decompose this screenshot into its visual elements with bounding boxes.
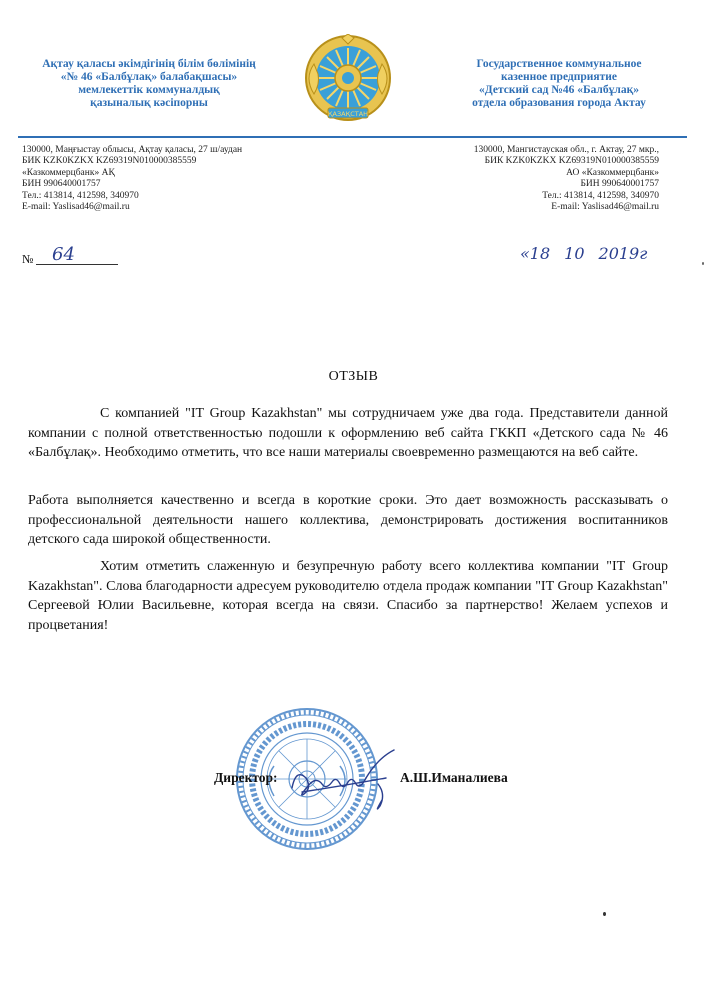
address-left-line: Тел.: 413814, 412598, 340970 [22,190,139,201]
date-day: «18 [520,244,551,263]
ref-number-label: № [22,252,34,266]
header-left-kazakh [18,58,280,110]
address-block-left [22,145,242,213]
date-year: 2019г [598,244,648,263]
header-right-line-4: отдела образования города Актау [472,97,646,109]
date-month: 10 [564,244,585,263]
header-right-russian [425,58,693,110]
address-left-line: БИН 990640001757 [22,179,101,190]
header-left-line-1: Ақтау қаласы әкімдігінің білім бөлімінің [42,58,256,70]
handwritten-signature-icon [282,748,412,818]
ref-number-underline [36,264,118,265]
address-left-email: E-mail: Yaslisad46@mail.ru [22,202,130,213]
signature-label: Директор: [214,770,278,785]
address-left-line: 130000, Маңғыстау облысы, Ақтау қаласы, 27 ш/аудан [22,145,243,155]
header-left-line-3: мемлекеттік коммуналдық [78,84,220,96]
state-emblem-icon [300,34,396,126]
header-left-line-2: «№ 46 «Балбұлақ» балабақшасы» [60,71,238,83]
header-right-line-1: Государственное коммунальное [476,58,642,70]
header-divider [18,136,687,138]
svg-text:ҚАЗАҚСТАН: ҚАЗАҚСТАН [327,110,369,118]
address-right-line: Тел.: 413814, 412598, 340970 [542,190,659,201]
signatory-name: А.Ш.Иманалиева [400,770,508,785]
header-right-line-3: «Детский сад №46 «Балбұлақ» [479,84,639,96]
body-paragraph-3: Хотим отметить слаженную и безупречную работу всего коллектива компании "IT Group Kazakhstan". Слова благодарности адресуем руководителю отдела продаж компании "IT Group Kazakhstan" Сергеевой Юлии Васильевне, которая всегда на связи. Спасибо за партнерство! Желаем успехов и процветания! [28,559,668,633]
ref-number-handwritten: 64 [52,244,75,265]
scan-speck [603,912,606,916]
address-left-line: БИК KZK0KZKX KZ69319N010000385559 [22,156,197,167]
scan-speck [702,262,704,265]
body-paragraph-2: Работа выполняется качественно и всегда в короткие сроки. Это дает возможность рассказывать о профессиональной деятельности нашего коллектива, демонстрировать достижения воспитанников детского сада широкой общественности. [28,493,668,547]
address-right-line: 130000, Мангистауская обл., г. Актау, 27 мкр., [473,145,659,155]
address-left-line: «Казкоммерцбанк» АҚ [22,167,115,178]
body-paragraph-1: С компанией "IT Group Kazakhstan" мы сотрудничаем уже два года. Представители данной компании с полной ответственностью подошли к оформлению веб сайта ГККП «Детского сада № 46 «Балбұлақ». Необходимо отметить, что все наши материалы своевременно размещаются на веб сайте. [28,406,668,460]
document-title: ОТЗЫВ [328,369,379,384]
address-right-line: БИН 990640001757 [580,179,659,190]
header-right-line-2: казенное предприятие [501,71,617,83]
header-left-line-4: қазыналық кәсіпорны [90,97,208,109]
address-block-right [474,145,659,213]
address-right-line: АО «Казкоммерцбанк» [566,167,659,178]
ref-date-handwritten [520,244,661,263]
address-right-line: БИК KZK0KZKX KZ69319N010000385559 [484,156,659,167]
address-right-email: E-mail: Yaslisad46@mail.ru [551,202,659,213]
